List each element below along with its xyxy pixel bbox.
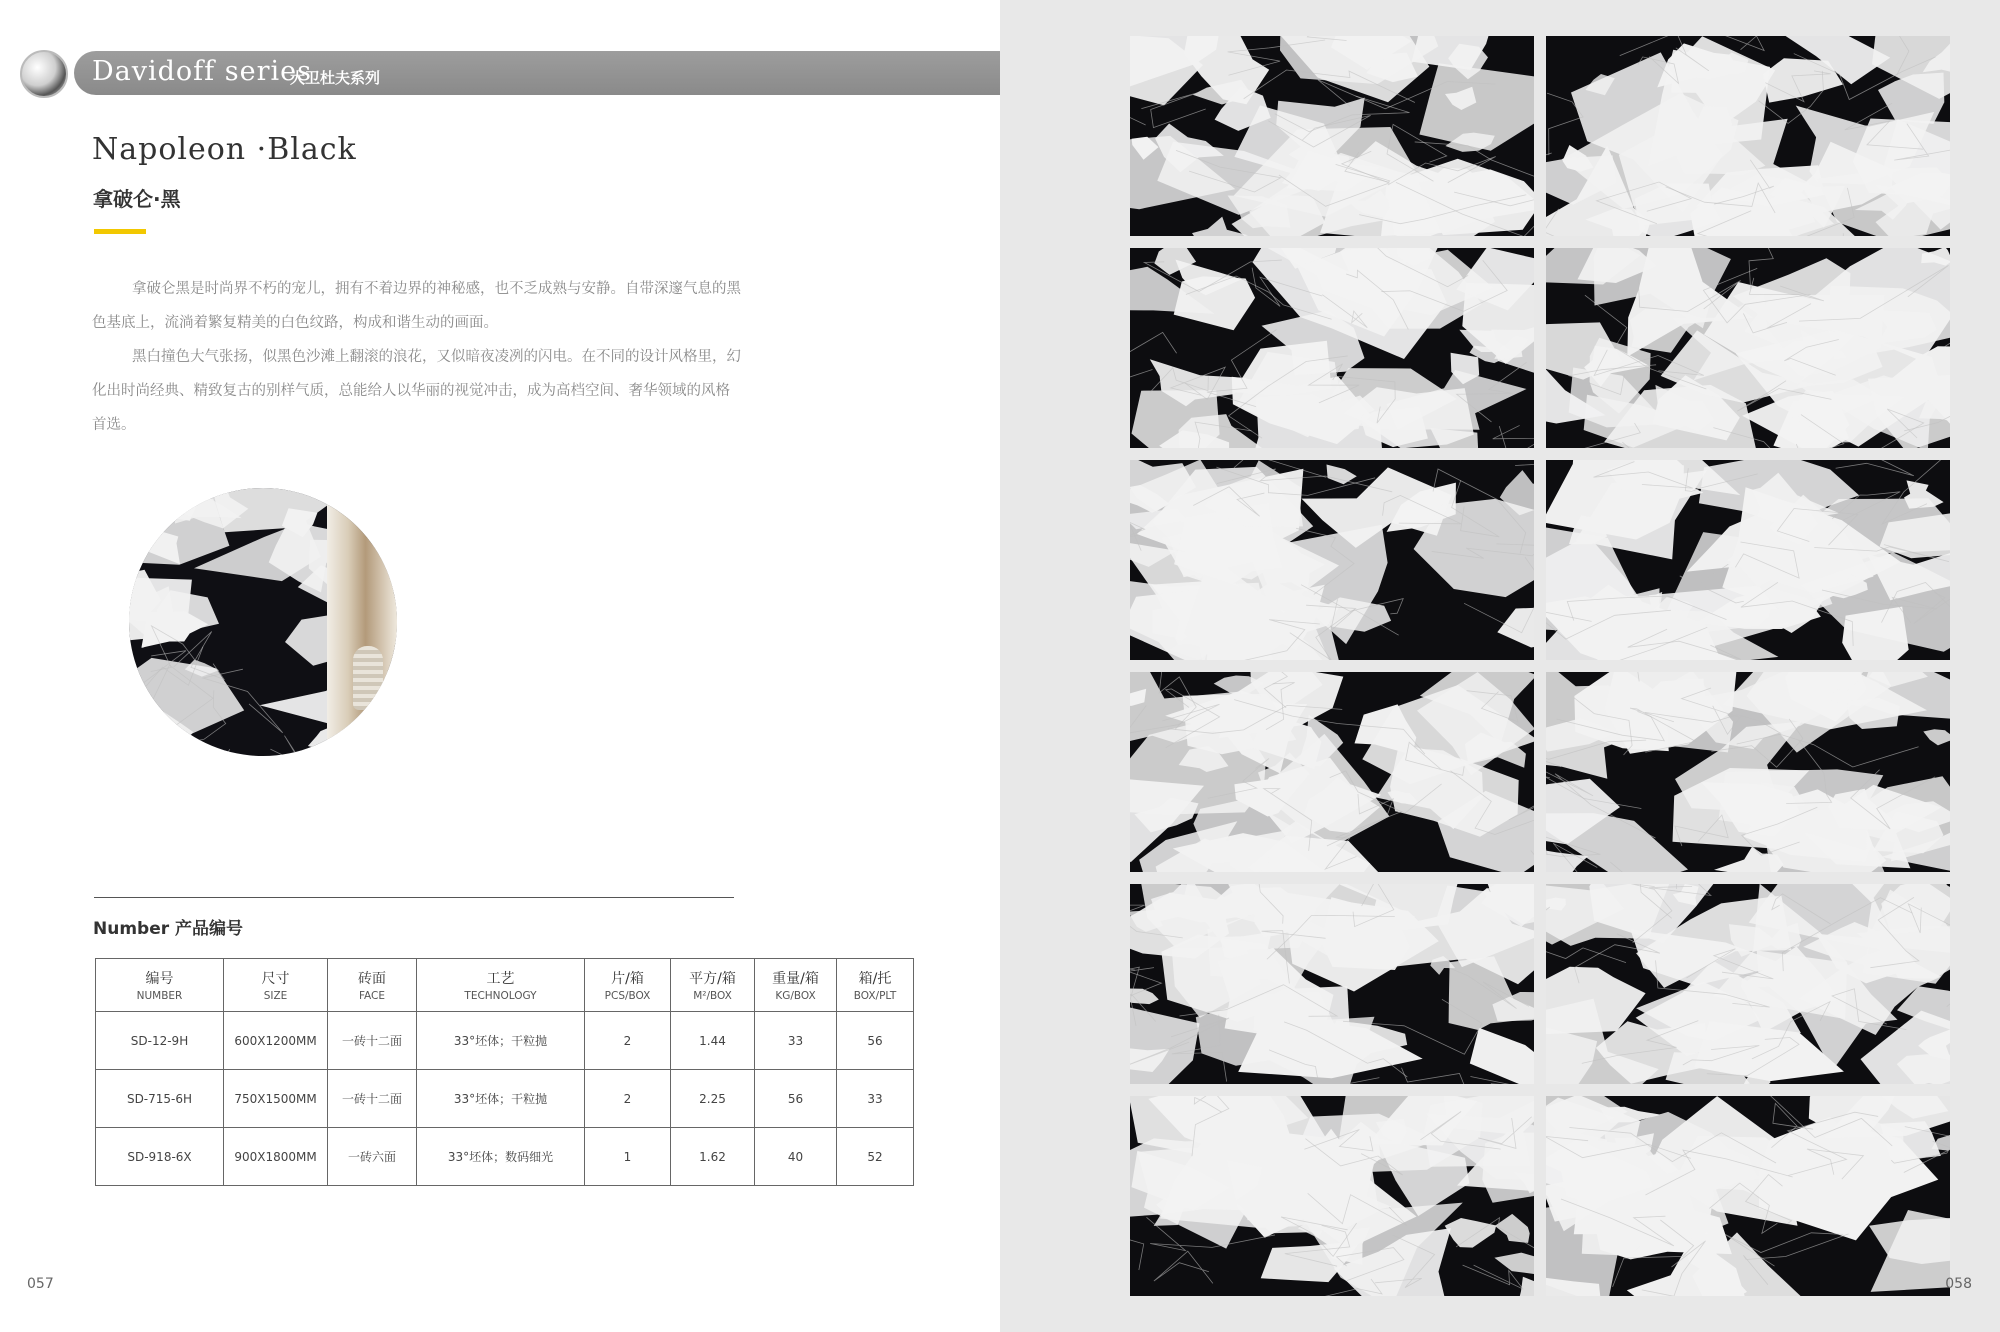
cell: 1 (585, 1128, 671, 1186)
cell: 2 (585, 1012, 671, 1070)
tile-layout-grid (1130, 36, 1950, 1296)
series-title: Davidoff series (92, 56, 312, 87)
marble-texture (1546, 884, 1950, 1084)
marble-texture (1546, 460, 1950, 660)
tile-application-photo (129, 488, 397, 756)
cell: 600X1200MM (224, 1012, 328, 1070)
marble-tile (1546, 248, 1950, 448)
section-divider (94, 897, 734, 898)
marble-tile (1130, 1096, 1534, 1296)
col-size: 尺寸 SIZE (224, 959, 328, 1012)
cell: 33°坯体；数码细光 (417, 1128, 585, 1186)
cell: 40 (755, 1128, 837, 1186)
page-number-left: 057 (27, 1276, 54, 1292)
cell: 750X1500MM (224, 1070, 328, 1128)
table-row (96, 1128, 914, 1186)
marble-texture (1130, 36, 1534, 236)
product-title-en: Napoleon ·Black (92, 132, 357, 167)
cell: 56 (755, 1070, 837, 1128)
col-number: 编号 NUMBER (96, 959, 224, 1012)
marble-tile (1546, 36, 1950, 236)
cell: 33 (755, 1012, 837, 1070)
col-technology: 工艺 TECHNOLOGY (417, 959, 585, 1012)
col-face: 砖面 FACE (328, 959, 417, 1012)
col-kg-box: 重量/箱 KG/BOX (755, 959, 837, 1012)
cell: 33°坯体；干粒抛 (417, 1012, 585, 1070)
marble-texture (1546, 1096, 1950, 1296)
cell: SD-12-9H (96, 1012, 224, 1070)
col-m2-box: 平方/箱 M²/BOX (671, 959, 755, 1012)
cell: 52 (837, 1128, 914, 1186)
table-row (96, 1012, 914, 1070)
product-description (92, 272, 744, 442)
cell: 2.25 (671, 1070, 755, 1128)
marble-texture (1130, 460, 1534, 660)
marble-tile (1130, 460, 1534, 660)
marble-texture (1130, 672, 1534, 872)
marble-texture (1130, 1096, 1534, 1296)
cell: 一砖十二面 (328, 1012, 417, 1070)
accent-divider (94, 229, 146, 234)
table-header-row (96, 959, 914, 1012)
marble-tile (1130, 36, 1534, 236)
marble-texture (1546, 248, 1950, 448)
series-logo-icon (20, 50, 68, 98)
marble-texture (1130, 884, 1534, 1084)
col-pcs-box: 片/箱 PCS/BOX (585, 959, 671, 1012)
room-backdrop (327, 488, 397, 756)
cell: 900X1800MM (224, 1128, 328, 1186)
cell: 一砖六面 (328, 1128, 417, 1186)
marble-tile (1546, 884, 1950, 1084)
col-box-plt: 箱/托 BOX/PLT (837, 959, 914, 1012)
marble-tile (1130, 248, 1534, 448)
description-paragraph-1: 拿破仑黑是时尚界不朽的宠儿，拥有不着边界的神秘感，也不乏成熟与安静。自带深邃气息的黑色基底上，流淌着繁复精美的白色纹路，构成和谐生动的画面。 (92, 281, 741, 331)
product-title-cn: 拿破仑·黑 (93, 187, 181, 211)
cell: 一砖十二面 (328, 1070, 417, 1128)
right-page (1000, 0, 2000, 1332)
description-paragraph-2: 黑白撞色大气张扬，似黑色沙滩上翻滚的浪花，又似暗夜凌冽的闪电。在不同的设计风格里，幻化出时尚经典、精致复古的别样气质，总能给人以华丽的视觉冲击，成为高档空间、奢华领域的风格首选。 (92, 349, 741, 433)
series-title-cn: 大卫杜夫系列 (290, 69, 381, 87)
marble-tile (1546, 460, 1950, 660)
cell: SD-715-6H (96, 1070, 224, 1128)
cell: 2 (585, 1070, 671, 1128)
cell: 33°坯体；干粒抛 (417, 1070, 585, 1128)
table-row (96, 1070, 914, 1128)
page-number-right: 058 (1945, 1276, 1972, 1292)
marble-tile (1130, 672, 1534, 872)
marble-tile (1546, 672, 1950, 872)
marble-texture (1546, 36, 1950, 236)
number-section-title: Number 产品编号 (93, 919, 244, 939)
cell: 1.62 (671, 1128, 755, 1186)
marble-texture (1130, 248, 1534, 448)
cell: 1.44 (671, 1012, 755, 1070)
spec-table (95, 958, 914, 1186)
cell: 33 (837, 1070, 914, 1128)
cell: 56 (837, 1012, 914, 1070)
cell: SD-918-6X (96, 1128, 224, 1186)
marble-tile (1130, 884, 1534, 1084)
marble-tile (1546, 1096, 1950, 1296)
marble-texture (1546, 672, 1950, 872)
vase-decor (353, 646, 383, 710)
